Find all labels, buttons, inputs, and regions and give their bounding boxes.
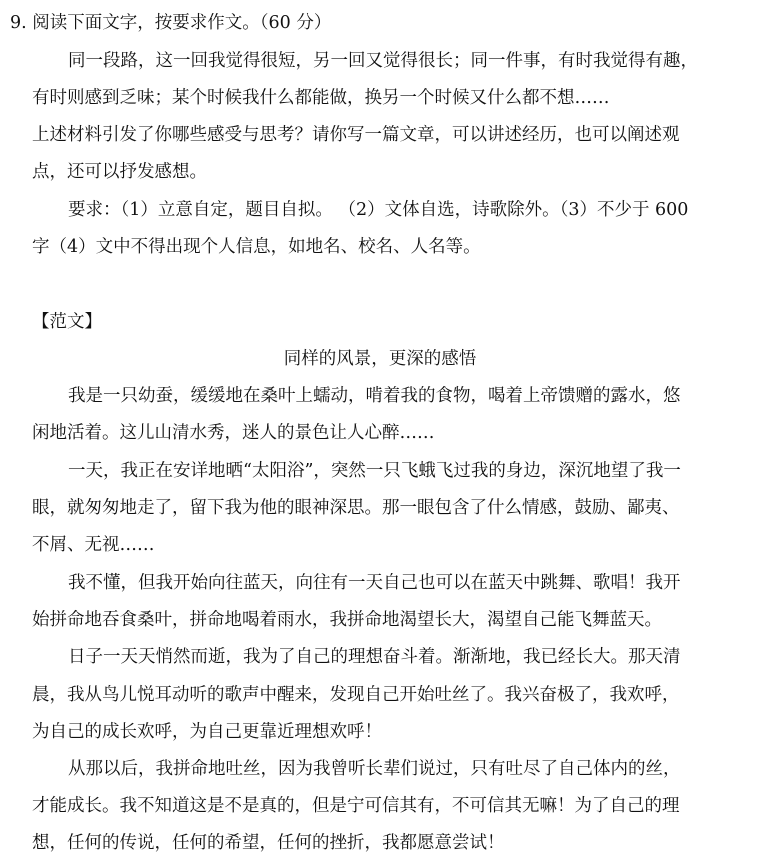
- sample-line-1: 我是一只幼蚕，缓缓地在桑叶上蠕动，啃着我的食物，喝着上帝馈赠的露水，悠: [68, 386, 681, 406]
- requirements-line-1: 要求：（1）立意自定，题目自拟。 （2）文体自选，诗歌除外。（3）不少于 600: [68, 200, 689, 220]
- material-line-2: 有时则感到乏味；某个时候我什么都能做，换另一个时候又什么都不想……: [32, 88, 610, 108]
- sample-line-9: 晨，我从鸟儿悦耳动听的歌声中醒来，发现自己开始吐丝了。我兴奋极了，我欢呼，: [32, 685, 680, 705]
- sample-line-13: 想，任何的传说，任何的希望，任何的挫折，我都愿意尝试！: [32, 833, 505, 853]
- sample-line-10: 为自己的成长欢呼，为自己更靠近理想欢呼！: [32, 722, 382, 742]
- sample-line-5: 不屑、无视……: [32, 535, 155, 555]
- sample-line-8: 日子一天天悄然而逝，我为了自己的理想奋斗着。渐渐地，我已经长大。那天清: [68, 647, 681, 667]
- sample-line-12: 才能成长。我不知道这是不是真的，但是宁可信其有，不可信其无嘛！为了自己的理: [32, 796, 680, 816]
- sample-line-2: 闲地活着。这儿山清水秀，迷人的景色让人心醉……: [32, 423, 435, 443]
- task-line-1: 上述材料引发了你哪些感受与思考？请你写一篇文章，可以讲述经历，也可以阐述观: [32, 125, 680, 145]
- material-line-1: 同一段路，这一回我觉得很短，另一回又觉得很长；同一件事，有时我觉得有趣，: [68, 51, 698, 71]
- sample-label: 【范文】: [32, 312, 102, 332]
- sample-line-4: 眼，就匆匆地走了，留下我为他的眼神深思。那一眼包含了什么情感，鼓励、鄙夷、: [32, 498, 680, 518]
- question-prompt: 9. 阅读下面文字，按要求作文。（60 分）: [10, 13, 332, 33]
- sample-line-7: 始拼命地吞食桑叶，拼命地喝着雨水，我拼命地渴望长大，渴望自己能飞舞蓝天。: [32, 610, 662, 630]
- sample-title: 同样的风景，更深的感悟: [283, 349, 477, 369]
- requirements-line-2: 字（4）文中不得出现个人信息，如地名、校名、人名等。: [32, 237, 481, 257]
- sample-line-11: 从那以后，我拼命地吐丝，因为我曾听长辈们说过，只有吐尽了自己体内的丝，: [68, 759, 681, 779]
- task-line-2: 点，还可以抒发感想。: [32, 162, 207, 182]
- sample-line-3: 一天，我正在安详地晒“太阳浴”，突然一只飞蛾飞过我的身边，深沉地望了我一: [68, 461, 681, 481]
- sample-line-6: 我不懂，但我开始向往蓝天，向往有一天自己也可以在蓝天中跳舞、歌唱！我开: [68, 573, 681, 593]
